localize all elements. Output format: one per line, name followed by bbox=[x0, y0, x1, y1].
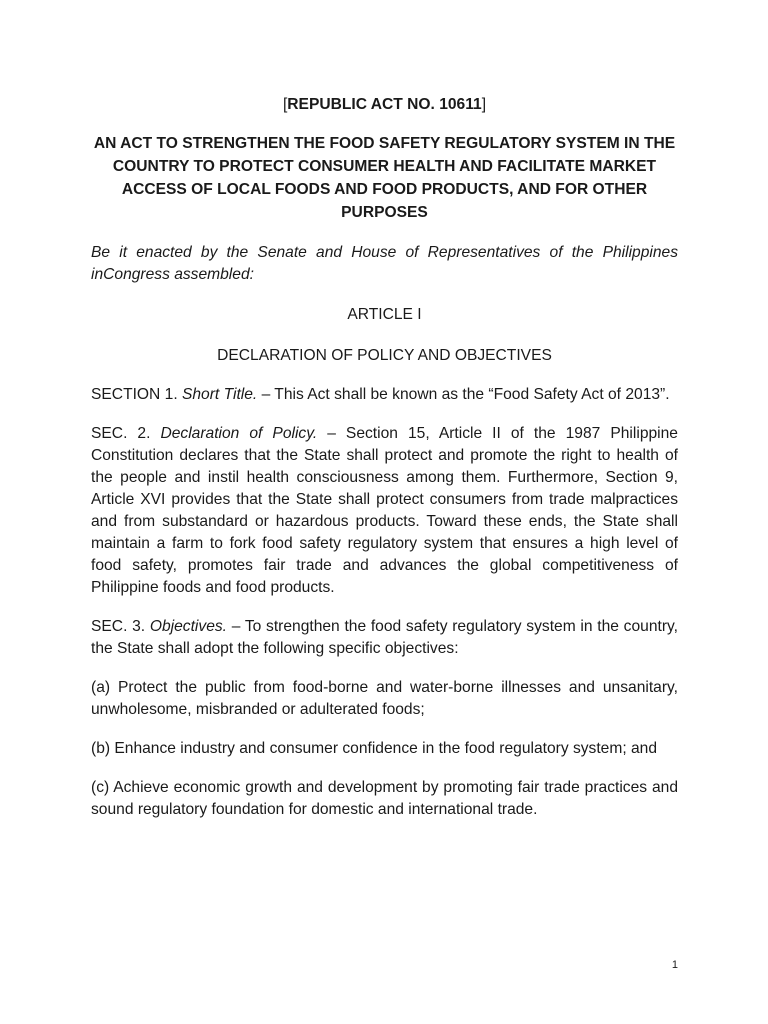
section-body: – Section 15, Article II of the 1987 Philippine Constitution declares that the State shall protect and promote the right to health of the people and instil health consciousness among them. Furthermore, Section 9, Article XVI provides that the State shall protect consumers from trade malpractices and from substandard or hazardous products. Toward these ends, the State shall maintain a farm to fork food safety regulatory system that ensures a high level of food safety, promotes fair trade and advances the global competitiveness of Philippine foods and food products. bbox=[91, 425, 678, 596]
objective-c: (c) Achieve economic growth and development by promoting fair trade practices and sound regulatory foundation for domestic and international trade. bbox=[91, 779, 678, 818]
section-body: – To strengthen the food safety regulatory system in the country, the State shall adopt the following specific objectives: bbox=[91, 618, 678, 657]
article-heading: ARTICLE I bbox=[347, 306, 422, 323]
objective-b: (b) Enhance industry and consumer confidence in the food regulatory system; and bbox=[91, 740, 658, 757]
act-title: AN ACT TO STRENGTHEN THE FOOD SAFETY REGULATORY SYSTEM IN THE COUNTRY TO PROTECT CONSUMER HEALTH AND FACILITATE MARKET ACCESS OF LOCAL FOODS AND FOOD PRODUCTS, AND FOR OTHER PURPOSES bbox=[93, 135, 676, 221]
section-heading: Objectives. bbox=[149, 618, 227, 635]
section-heading: Short Title. bbox=[181, 386, 258, 403]
objective-a: (a) Protect the public from food-borne and water-borne illnesses and unsanitary, unwholesome, misbranded or adulterated foods; bbox=[91, 679, 678, 718]
section-3 bbox=[91, 616, 678, 660]
section-prefix: SEC. 3. bbox=[91, 618, 150, 635]
section-prefix: SECTION 1. bbox=[91, 386, 182, 403]
article-title: DECLARATION OF POLICY AND OBJECTIVES bbox=[217, 347, 552, 364]
document-body bbox=[91, 94, 678, 838]
act-number-line bbox=[91, 94, 678, 116]
page-number: 1 bbox=[671, 959, 678, 971]
section-body: – This Act shall be known as the “Food Safety Act of 2013”. bbox=[257, 386, 670, 403]
section-1 bbox=[91, 384, 678, 406]
section-prefix: SEC. 2. bbox=[91, 425, 161, 442]
act-number-bracket-close: ] bbox=[481, 96, 487, 113]
act-number-bracket-open: [ bbox=[282, 96, 288, 113]
section-2 bbox=[91, 423, 678, 599]
act-number: REPUBLIC ACT NO. 10611 bbox=[287, 96, 482, 113]
enacting-clause: Be it enacted by the Senate and House of Representatives of the Philippines inCongress assembled: bbox=[91, 244, 678, 283]
section-heading: Declaration of Policy. bbox=[160, 425, 318, 442]
